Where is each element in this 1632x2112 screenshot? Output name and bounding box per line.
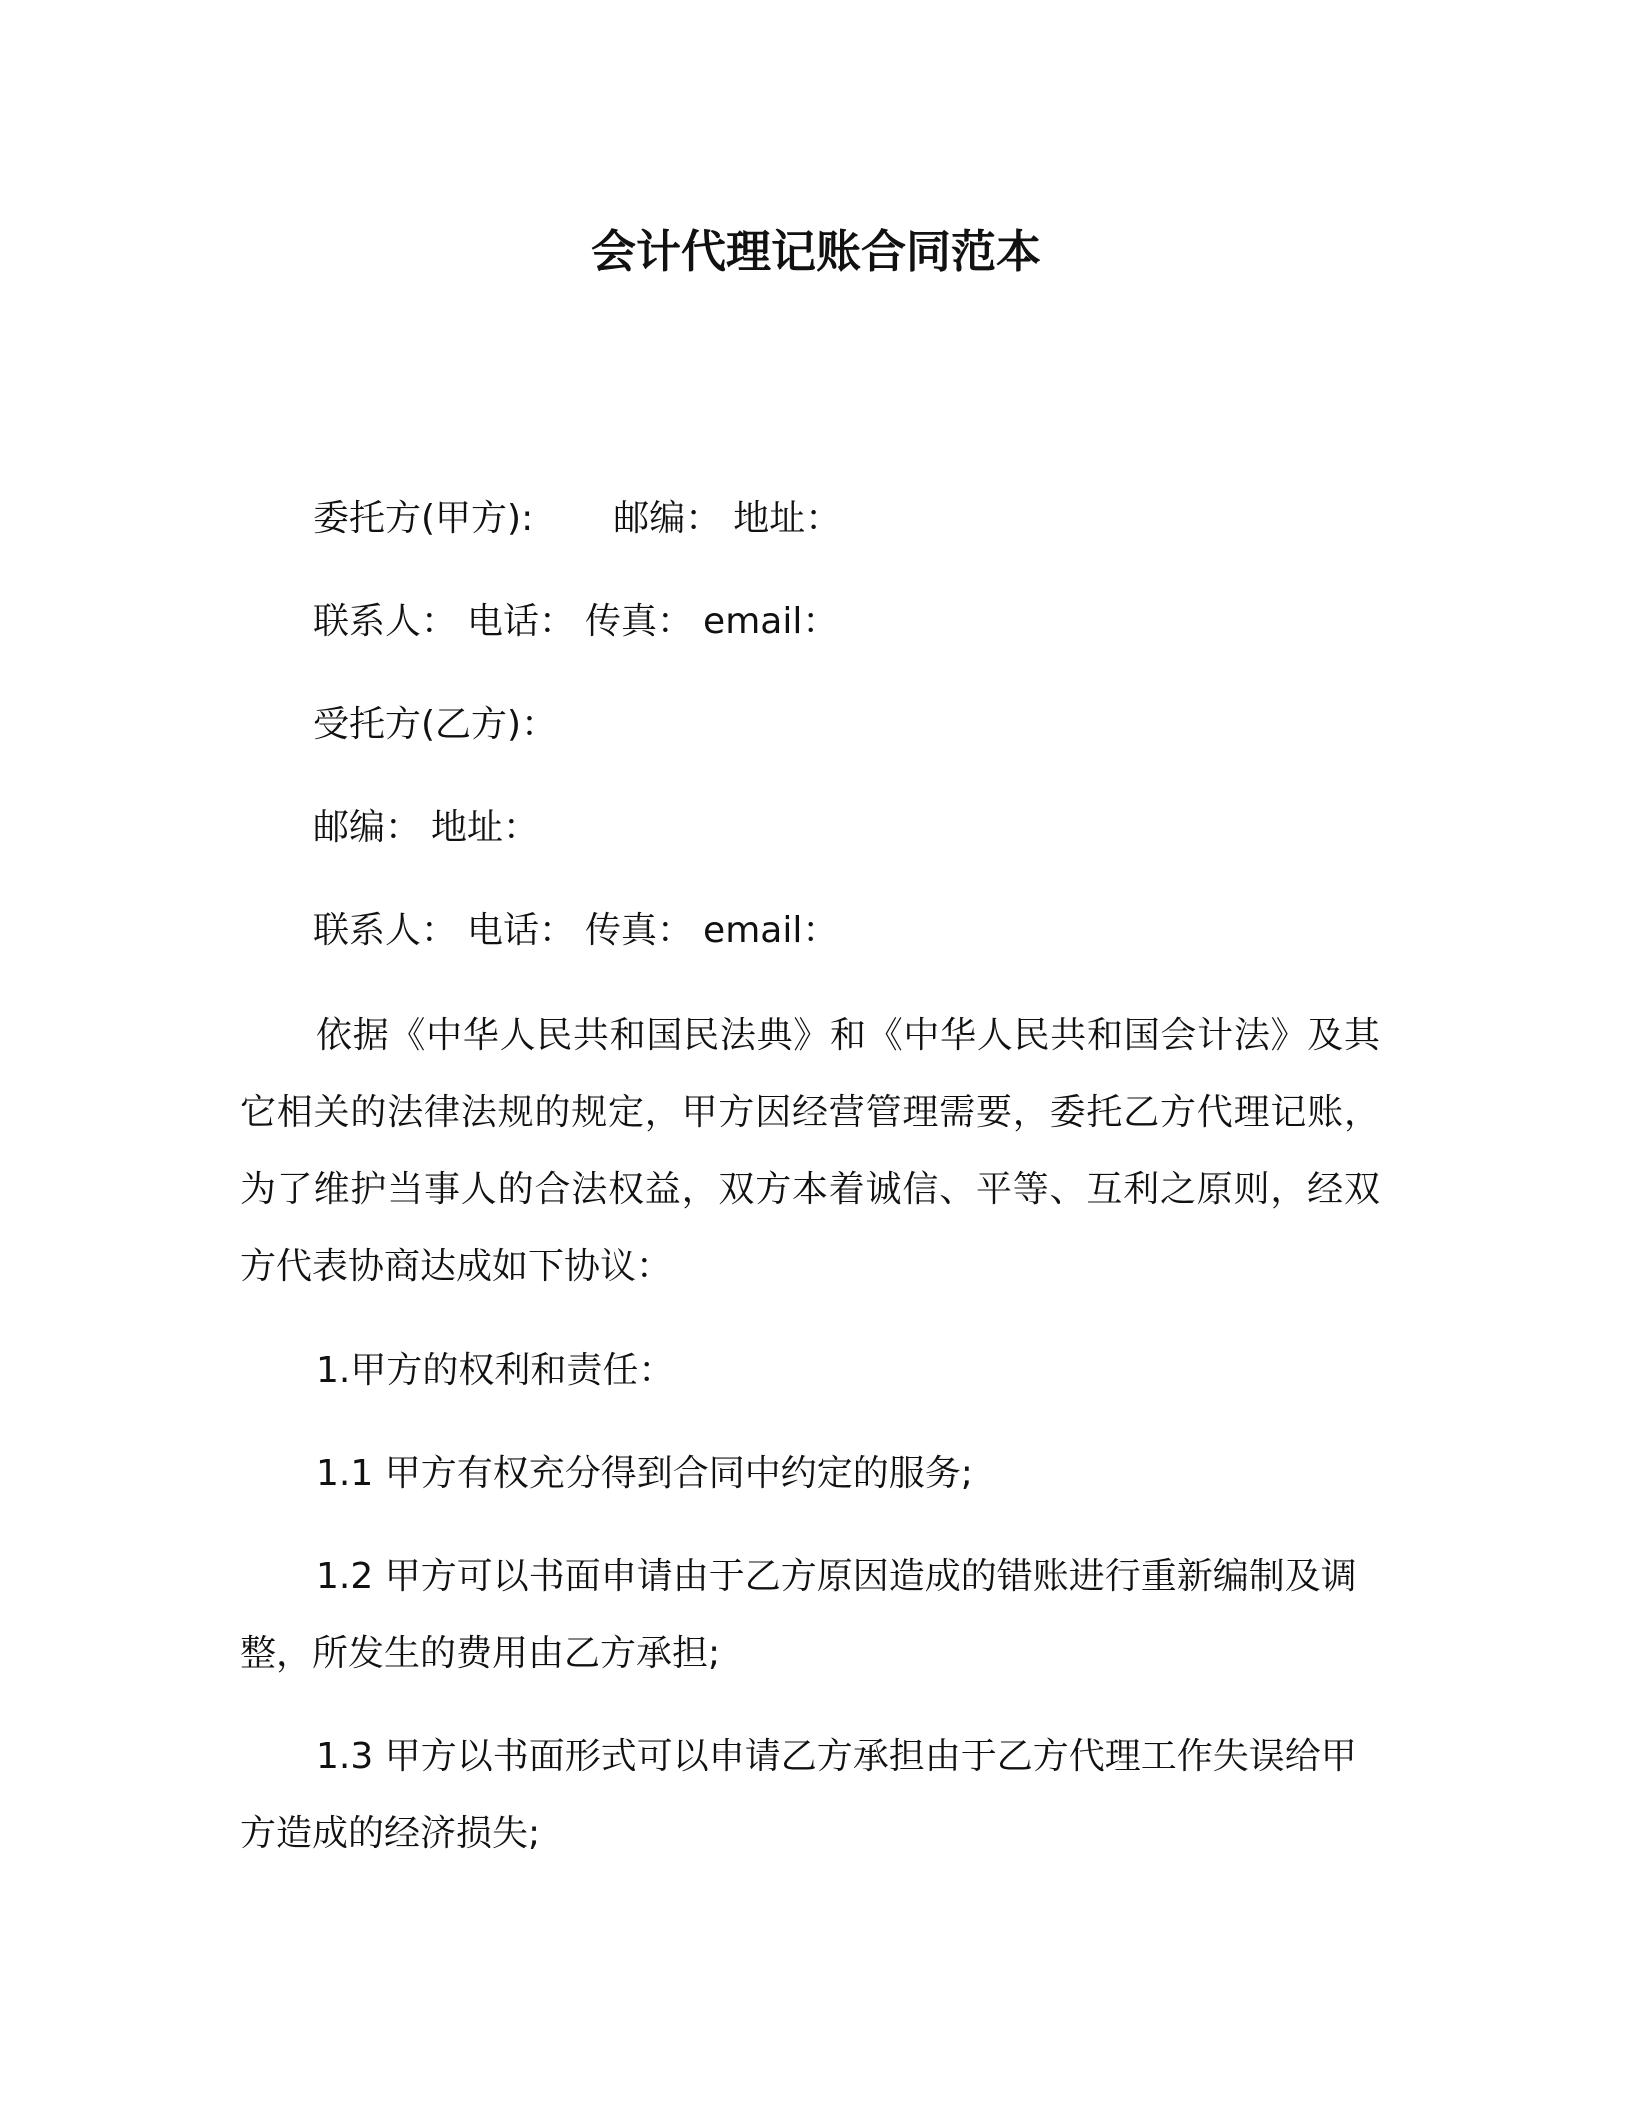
party-b-line xyxy=(313,700,557,750)
party-b-fax: 传真： xyxy=(585,910,694,951)
document-title: 会计代理记账合同范本 xyxy=(590,225,1041,278)
party-a-email: email： xyxy=(703,601,839,642)
party-b-postcode: 邮编： xyxy=(313,807,422,848)
party-a-contact: 联系人： xyxy=(313,601,458,642)
party-b-phone: 电话： xyxy=(467,910,576,951)
party-b-contact-line xyxy=(313,906,838,956)
party-b-contact: 联系人： xyxy=(313,910,458,951)
party-b-label: 受托方(乙方)： xyxy=(313,704,558,745)
clause-1-3: 1.3 甲方以书面形式可以申请乙方承担由于乙方代理工作失误给甲方造成的经济损失; xyxy=(240,1736,1357,1854)
clause-1-2: 1.2 甲方可以书面申请由于乙方原因造成的错账进行重新编制及调整，所发生的费用由乙方承担; xyxy=(240,1556,1357,1674)
party-b-address-line xyxy=(313,803,539,853)
party-b-address: 地址： xyxy=(431,807,540,848)
party-a-address: 地址： xyxy=(733,498,842,539)
party-a-phone: 电话： xyxy=(467,601,576,642)
party-a-label: 委托方(甲方): xyxy=(313,498,534,539)
party-a-contact-line xyxy=(313,597,838,647)
party-a-postcode: 邮编： xyxy=(613,498,722,539)
party-a-fax: 传真： xyxy=(585,601,694,642)
clause-1-1: 1.1 甲方有权充分得到合同中约定的服务; xyxy=(316,1453,973,1494)
party-a-line xyxy=(313,494,841,544)
party-b-email: email： xyxy=(703,910,839,951)
section-1-heading: 1.甲方的权利和责任： xyxy=(316,1350,675,1391)
preamble-paragraph: 依据《中华人民共和国民法典》和《中华人民共和国会计法》及其它相关的法律法规的规定，甲方因经营管理需要，委托乙方代理记账，为了维护当事人的合法权益，双方本着诚信、平等、互利之原则，经双方代表协商达成如下协议： xyxy=(240,1015,1380,1287)
